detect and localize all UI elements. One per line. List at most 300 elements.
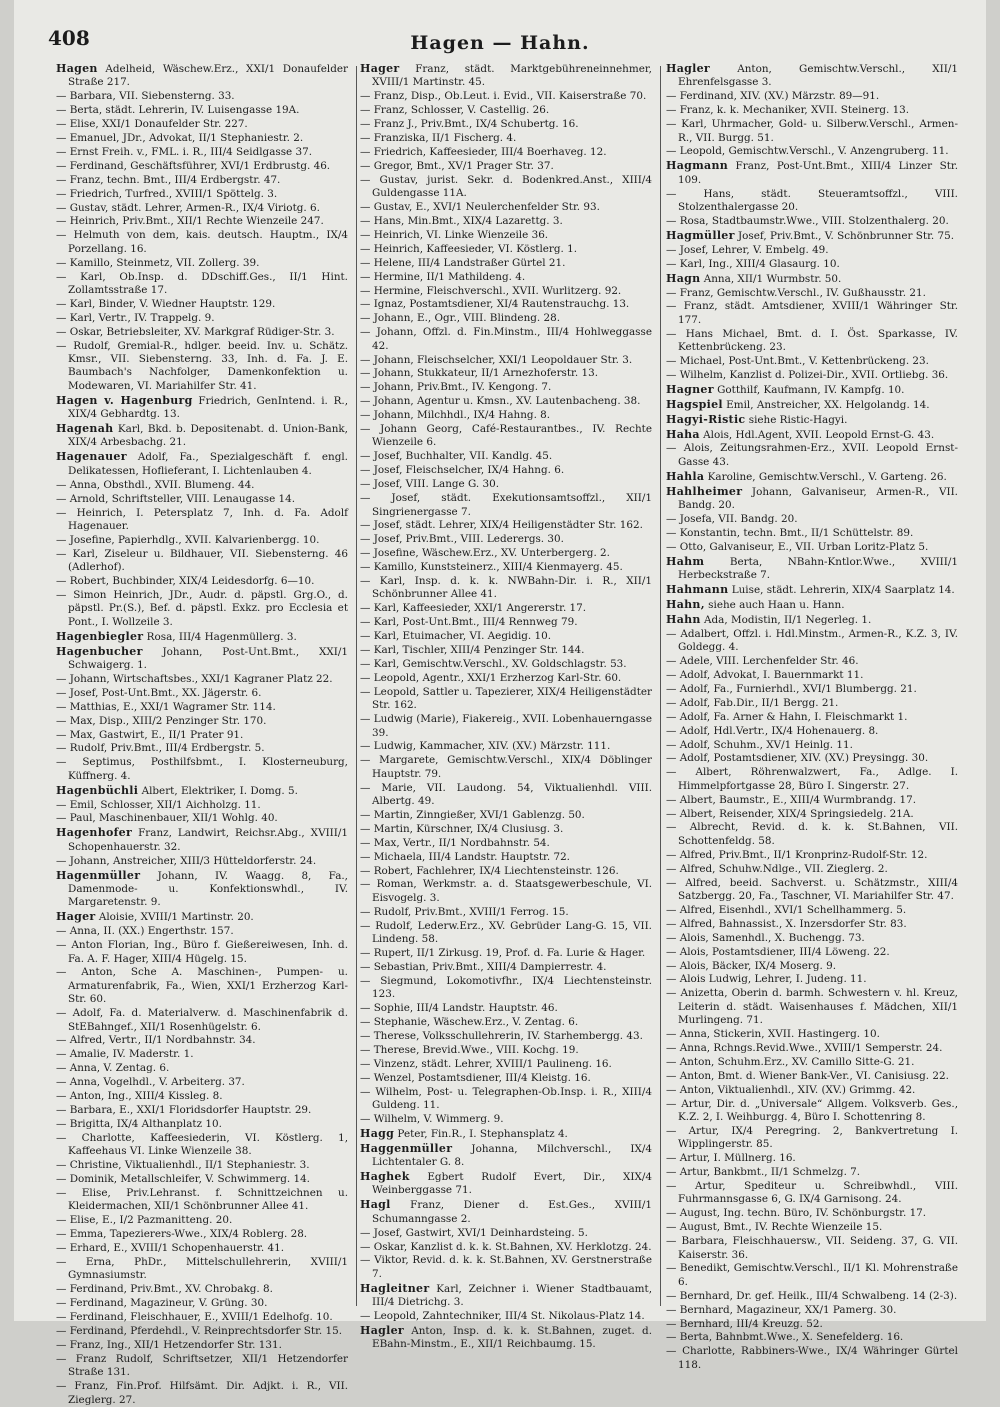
directory-entry	[360, 367, 652, 380]
directory-entry	[360, 298, 652, 311]
directory-entry	[56, 701, 348, 714]
entry-details: — Alois, Bäcker, IX/4 Moserg. 9.	[666, 959, 836, 972]
directory-entry	[666, 145, 958, 158]
directory-entry	[666, 904, 958, 917]
entry-details: — Robert, Fachlehrer, IX/4 Liechtensteinstr. 126.	[360, 864, 619, 877]
directory-entry	[666, 932, 958, 945]
entry-details: — Karl, Binder, V. Wiedner Hauptstr. 129.	[56, 297, 276, 310]
directory-entry	[666, 272, 958, 286]
directory-entry	[360, 1254, 652, 1281]
directory-entry	[666, 987, 958, 1027]
directory-entry	[56, 548, 348, 575]
directory-entry	[360, 672, 652, 685]
entry-details: Franz, städt. Marktgebühreneinnehmer, XVIII/1 Martinstr. 45.	[372, 63, 652, 89]
entry-details: — Siegmund, Lokomotivfhr., IX/4 Liechtensteinstr. 123.	[360, 974, 652, 1001]
entry-details: Peter, Fin.R., I. Stephansplatz 4.	[397, 1127, 568, 1140]
directory-entry	[56, 589, 348, 629]
entry-details: — Elise, XXI/1 Donaufelder Str. 227.	[56, 118, 248, 131]
entry-details: Albert, Elektriker, I. Domg. 5.	[141, 784, 298, 797]
entry-details: — Wilhelm, Kanzlist d. Polizei-Dir., XVII. Ortliebg. 36.	[666, 368, 949, 381]
entry-surname: Hahn,	[666, 597, 705, 611]
entry-details: — Josef, städt. Lehrer, XIX/4 Heiligenstädter Str. 162.	[360, 519, 643, 532]
entry-details: — Karl, Tischler, XIII/4 Penzinger Str. 144.	[360, 644, 585, 657]
directory-entry	[666, 711, 958, 724]
directory-entry	[360, 174, 652, 201]
directory-entry	[666, 1345, 958, 1372]
entry-surname: Hagenhofer	[56, 826, 133, 840]
directory-entry	[666, 1262, 958, 1289]
directory-entry	[56, 1104, 348, 1117]
entry-details: — Ferdinand, Priv.Bmt., XV. Chrobakg. 8.	[56, 1283, 273, 1296]
entry-details: — Bernhard, III/4 Kreuzg. 52.	[666, 1317, 823, 1330]
directory-entry	[56, 742, 348, 755]
entry-details: — Bernhard, Magazineur, XX/1 Pamerg. 30.	[666, 1303, 897, 1316]
directory-entry	[666, 960, 958, 973]
entry-details: — Rudolf, Priv.Bmt., III/4 Erdbergstr. 5.	[56, 742, 265, 755]
directory-entry	[666, 244, 958, 257]
directory-entry	[666, 1180, 958, 1207]
entry-details: — Johann, Wirtschaftsbes., XXI/1 Kagraner Platz 22.	[56, 672, 333, 685]
entry-details: — Rupert, II/1 Zirkusg. 19, Prof. d. Fa. Lurie & Hager.	[360, 947, 646, 959]
entry-details: — Anna, Obsthdl., XVII. Blumeng. 44.	[56, 478, 255, 491]
entry-surname: Hagenbiegler	[56, 629, 144, 643]
directory-entry	[56, 1256, 348, 1283]
directory-entry	[360, 201, 652, 214]
entry-details: — Artur, Dir. d. „Universale“ Allgem. Volksverb. Ges., K.Z. 2, I. Weihburgg. 4, Büro I. Schottenring 8.	[666, 1097, 958, 1123]
entry-details: — Franz J., Priv.Bmt., IX/4 Schubertg. 16.	[360, 118, 579, 131]
entry-surname: Hahmann	[666, 583, 729, 597]
entry-details: — Alois, Postamtsdiener, III/4 Löweng. 22.	[666, 945, 890, 958]
entry-details: — Kamillo, Kunststeinerz., XIII/4 Kienmayerg. 45.	[360, 561, 623, 574]
directory-entry	[360, 823, 652, 836]
entry-details: — Heinrich, I. Petersplatz 7, Inh. d. Fa. Adolf Hagenauer.	[56, 506, 348, 532]
directory-entry	[666, 1084, 958, 1097]
directory-entry	[56, 1090, 348, 1103]
directory-entry	[56, 630, 348, 644]
entry-details: — Adolf, Fab.Dir., II/1 Bergg. 21.	[666, 696, 839, 709]
directory-entry	[360, 851, 652, 864]
directory-entry	[56, 493, 348, 506]
entry-details: — Leopold, Sattler u. Tapezierer, XIX/4 Heiligenstädter Str. 162.	[360, 685, 652, 712]
directory-entry	[666, 628, 958, 655]
directory-entry	[56, 507, 348, 534]
directory-entry	[666, 470, 958, 484]
directory-entry	[666, 669, 958, 682]
entry-details: Karl, Bkd. b. Depositenabt. d. Union-Bank, XIX/4 Arbesbachg. 21.	[68, 423, 348, 449]
entry-details: Aloisie, XVIII/1 Martinstr. 20.	[98, 911, 254, 924]
directory-entry	[56, 340, 348, 394]
directory-entry	[360, 920, 652, 947]
directory-entry	[56, 1297, 348, 1310]
directory-entry	[56, 1242, 348, 1255]
entry-details: Ada, Modistin, II/1 Negerleg. 1.	[704, 613, 872, 626]
entry-details: — Karl, Etuimacher, VI. Aegidig. 10.	[360, 630, 552, 643]
entry-details: — Heinrich, Kaffeesieder, VI. Köstlerg. 1.	[360, 242, 578, 255]
directory-entry	[360, 533, 652, 546]
entry-details: — Josef, Fleischselcher, IX/4 Hahng. 6.	[360, 464, 565, 477]
directory-entry	[666, 1166, 958, 1179]
entry-surname: Hagler	[360, 1323, 404, 1337]
entry-details: — Adele, VIII. Lerchenfelder Str. 46.	[666, 655, 859, 668]
running-head: Hagen — Hahn.	[410, 32, 590, 54]
entry-details: — Max, Gastwirt, E., II/1 Prater 91.	[56, 728, 244, 741]
directory-entry	[666, 725, 958, 738]
entry-details: — Artur, Bankbmt., II/1 Schmelzg. 7.	[666, 1166, 861, 1179]
entry-details: — Anna, Stickerin, XVII. Hastingerg. 10.	[666, 1028, 880, 1041]
directory-entry	[360, 326, 652, 353]
directory-entry	[360, 354, 652, 367]
entry-details: — Gustav, jurist. Sekr. d. Bodenkred.Anst., XIII/4 Guldengasse 11A.	[360, 173, 652, 200]
directory-entry	[56, 1062, 348, 1075]
entry-details: — Roman, Werkmstr. a. d. Staatsgewerbeschule, VI. Eisvogelg. 3.	[360, 878, 652, 904]
column-2	[360, 62, 653, 1351]
directory-entry	[56, 729, 348, 742]
entry-surname: Hagg	[360, 1126, 395, 1140]
entry-details: — Ernst Freih. v., FML. i. R., III/4 Seidlgasse 37.	[56, 145, 313, 158]
entry-surname: Hagenah	[56, 422, 114, 436]
entry-surname: Haha	[666, 427, 700, 441]
entry-surname: Hagenauer	[56, 450, 127, 464]
entry-details: — Vinzenz, städt. Lehrer, XVIII/1 Paulineng. 16.	[360, 1057, 612, 1070]
directory-entry	[56, 575, 348, 588]
entry-details: — Franz, techn. Bmt., III/4 Erdbergstr. 47.	[56, 173, 281, 186]
directory-entry	[666, 229, 958, 243]
directory-entry	[360, 1127, 652, 1141]
entry-details: — Albrecht, Revid. d. k. k. St.Bahnen, VII. Schottenfeldg. 58.	[666, 821, 958, 847]
entry-details: — Anna, Rchngs.Revid.Wwe., XVIII/1 Semperstr. 24.	[666, 1041, 943, 1054]
directory-entry	[56, 257, 348, 270]
entry-details: — Simon Heinrich, JDr., Audr. d. päpstl. Grg.O., d. päpstl. Pr.(S.), Bef. d. päpstl. Exkz. pro Ecclesia et Pont., I. Wollzeile 3.	[56, 588, 348, 628]
directory-entry	[360, 740, 652, 753]
entry-details: — Rudolf, Gremial-R., hdlger. beeid. Inv. u. Schätz. Kmsr., VII. Siebensterng. 33, Inh. d. Fa. J. E. Baumbach's Nachfolger, Damenkonfektion u. Modewaren, VI. Mariahilfer Str. 41.	[56, 339, 348, 392]
directory-entry	[666, 766, 958, 793]
directory-entry	[56, 939, 348, 966]
entry-surname: Hagenmüller	[56, 868, 141, 882]
directory-entry	[56, 1339, 348, 1352]
entry-details: — Bernhard, Dr. gef. Heilk., III/4 Schwalbeng. 14 (2-3).	[666, 1289, 958, 1302]
entry-surname: Haghek	[360, 1170, 410, 1183]
entry-details: — Berta, städt. Lehrerin, IV. Luisengasse 19A.	[56, 104, 300, 117]
entry-details: — Karl, Ziseleur u. Bildhauer, VII. Siebensterng. 46 (Adlerhof).	[56, 547, 348, 574]
directory-entry	[360, 782, 652, 809]
entry-details: — Charlotte, Rabbiners-Wwe., IX/4 Währinger Gürtel 118.	[666, 1345, 958, 1371]
directory-entry	[360, 243, 652, 256]
directory-entry	[666, 104, 958, 117]
entry-details: — Otto, Galvaniseur, E., VII. Urban Loritz-Platz 5.	[666, 540, 929, 553]
entry-details: — August, Ing. techn. Büro, IV. Schönburgstr. 17.	[666, 1207, 927, 1220]
directory-entry	[360, 754, 652, 781]
directory-entry	[666, 258, 958, 271]
directory-entry	[56, 326, 348, 339]
directory-entry	[360, 215, 652, 228]
entry-details: — Oskar, Kanzlist d. k. k. St.Bahnen, XV. Herklotzg. 24.	[360, 1240, 652, 1253]
entry-details: — Josef, VIII. Lange G. 30.	[360, 478, 500, 491]
entry-details: Karl, Zeichner i. Wiener Stadtbauamt, III/4 Dietrichg. 3.	[372, 1282, 652, 1309]
entry-details: — Anton, Bmt. d. Wiener Bank-Ver., VI. Canisiusg. 22.	[666, 1069, 949, 1082]
directory-entry	[360, 1142, 652, 1170]
directory-entry	[360, 658, 652, 671]
directory-entry	[666, 1290, 958, 1303]
directory-entry	[360, 478, 652, 491]
directory-entry	[360, 1310, 652, 1323]
entry-surname: Hagleitner	[360, 1281, 430, 1295]
directory-entry	[360, 644, 652, 657]
entry-details: — Franz, Fin.Prof. Hilfsämt. Dir. Adjkt. i. R., VII. Zieglerg. 27.	[56, 1380, 348, 1406]
entry-details: — Johann, Anstreicher, XIII/3 Hütteldorferstr. 24.	[56, 854, 317, 867]
directory-entry	[360, 947, 652, 960]
entry-details: — Leopold, Zahntechniker, III/4 St. Nikolaus-Platz 14.	[360, 1310, 645, 1323]
entry-details: — Hans, städt. Steueramtsoffzl., VIII. Stolzenthalergasse 20.	[666, 187, 958, 214]
entry-details: — Johann, Agentur u. Kmsn., XV. Lautenbacheng. 38.	[360, 395, 641, 408]
directory-entry	[360, 1058, 652, 1071]
entry-details: — Ludwig, Kammacher, XIV. (XV.) Märzstr. 111.	[360, 740, 611, 753]
directory-entry	[56, 202, 348, 215]
entry-details: — Matthias, E., XXI/1 Wagramer Str. 114.	[56, 700, 276, 713]
entry-details: — Wilhelm, V. Wimmerg. 9.	[360, 1112, 504, 1125]
directory-entry	[666, 1152, 958, 1165]
directory-entry	[56, 687, 348, 700]
directory-entry	[360, 395, 652, 408]
entry-details: — Karl, Gemischtw.Verschl., XV. Goldschlagstr. 53.	[360, 657, 627, 670]
entry-details: Anton, Gemischtw.Verschl., XII/1 Ehrenfelsgasse 3.	[678, 63, 958, 89]
entry-details: — Alfred, Bahnassist., X. Inzersdorfer Str. 83.	[666, 917, 907, 930]
directory-entry	[56, 925, 348, 938]
directory-entry	[360, 1198, 652, 1226]
directory-entry	[360, 1282, 652, 1310]
directory-entry	[666, 527, 958, 540]
entry-details: — Emanuel, JDr., Advokat, II/1 Stephaniestr. 2.	[56, 132, 304, 145]
entry-surname: Hagenbüchli	[56, 783, 139, 797]
directory-entry	[666, 428, 958, 442]
directory-entry	[360, 1113, 652, 1126]
entry-details: Anna, XII/1 Wurmbstr. 50.	[703, 272, 842, 285]
directory-entry	[666, 821, 958, 848]
directory-entry	[360, 561, 652, 574]
directory-entry	[360, 1016, 652, 1029]
directory-entry	[360, 312, 652, 325]
directory-entry	[56, 1132, 348, 1159]
directory-entry	[666, 369, 958, 382]
entry-details: — Anton, Sche A. Maschinen-, Pumpen- u. Armaturenfabrik, Fa., Wien, XXI/1 Erzherzog Karl-Str. 60.	[56, 966, 348, 1006]
entry-details: Berta, NBahn-Kntlor.Wwe., XVIII/1 Herbeckstraße 7.	[678, 555, 958, 582]
entry-details: Friedrich, GenIntend. i. R., XIX/4 Gebhardtg. 13.	[68, 394, 349, 421]
entry-surname: Hagn	[666, 271, 701, 285]
entry-details: — Berta, Bahnbmt.Wwe., X. Senefelderg. 16.	[666, 1331, 904, 1344]
directory-entry	[56, 312, 348, 325]
directory-entry	[360, 878, 652, 905]
directory-entry	[360, 961, 652, 974]
entry-details: Josef, Priv.Bmt., V. Schönbrunner Str. 75.	[738, 229, 955, 242]
entry-details: — Alfred, beeid. Sachverst. u. Schätzmstr., XIII/4 Satzbergg. 20, Fa., Taschner, VI. Mariahilfer Str. 47.	[666, 876, 958, 902]
entry-details: — Franz, städt. Amtsdiener, XVIII/1 Währinger Str. 177.	[666, 300, 958, 326]
entry-details: — Ferdinand, Magazineur, V. Grüng. 30.	[56, 1297, 268, 1310]
entry-details: — Paul, Maschinenbauer, XII/1 Wohlg. 40.	[56, 812, 278, 825]
directory-entry	[666, 583, 958, 597]
entry-details: — Anna, V. Zentag. 6.	[56, 1062, 170, 1075]
directory-entry	[666, 555, 958, 583]
directory-entry	[56, 910, 348, 924]
entry-details: Johann, Post-Unt.Bmt., XXI/1 Schwaigerg. 1.	[68, 645, 349, 671]
directory-entry	[666, 849, 958, 862]
entry-details: Emil, Anstreicher, XX. Helgolandg. 14.	[726, 398, 930, 411]
directory-entry	[666, 1125, 958, 1152]
directory-entry	[360, 713, 652, 740]
entry-details: Johann, Galvaniseur, Armen-R., VII. Bandg. 20.	[678, 485, 958, 512]
directory-entry	[666, 973, 958, 986]
entry-details: — Franz, Disp., Ob.Leut. i. Evid., VII. Kaiserstraße 70.	[360, 90, 647, 103]
entry-details: — Alfred, Vertr., II/1 Nordbahnstr. 34.	[56, 1034, 256, 1047]
directory-entry	[360, 906, 652, 919]
entry-details: — Anton, Schuhm.Erz., XV. Camillo Sitte-G. 21.	[666, 1055, 915, 1068]
entry-details: — Viktor, Revid. d. k. k. St.Bahnen, XV. Gerstnerstraße 7.	[360, 1254, 652, 1280]
directory-entry	[360, 160, 652, 173]
entry-details: — Albert, Baumstr., E., XIII/4 Wurmbrandg. 17.	[666, 793, 917, 806]
directory-entry	[666, 287, 958, 300]
entry-details: — Wenzel, Postamtsdiener, III/4 Kleistg. 16.	[360, 1071, 591, 1084]
directory-entry	[56, 394, 348, 422]
directory-entry	[360, 686, 652, 713]
directory-entry	[56, 673, 348, 686]
entry-details: — Ferdinand, Fleischhauer, E., XVIII/1 Edelhofg. 10.	[56, 1311, 333, 1324]
entry-details: — Adolf, Fa. d. Materialverw. d. Maschinenfabrik d. StEBahngef., XII/1 Rosenhügelstr. 6.	[56, 1007, 348, 1033]
entry-details: — Ignaz, Postamtsdiener, XI/4 Rautenstrauchg. 13.	[360, 298, 630, 311]
directory-entry	[666, 1098, 958, 1125]
directory-entry	[360, 381, 652, 394]
entry-details: — Artur, Spediteur u. Schreibwhdl., VIII. Fuhrmannsgasse 6, G. IX/4 Garnisong. 24.	[666, 1180, 958, 1206]
directory-entry	[56, 1353, 348, 1380]
entry-details: — Friedrich, Turfred., XVIII/1 Spöttelg. 3.	[56, 187, 278, 200]
directory-entry	[56, 715, 348, 728]
entry-details: — Franz, Gemischtw.Verschl., IV. Gußhausstr. 21.	[666, 286, 926, 299]
entry-surname: Hahn	[666, 612, 701, 626]
directory-entry	[56, 1048, 348, 1061]
entry-details: — Dominik, Metallschleifer, V. Schwimmerg. 14.	[56, 1173, 310, 1185]
entry-details: — Josefa, VII. Bandg. 20.	[666, 513, 798, 525]
directory-entry	[666, 877, 958, 904]
entry-surname: Haggenmüller	[360, 1141, 453, 1155]
directory-entry	[666, 683, 958, 696]
directory-entry	[360, 118, 652, 131]
entry-details: Egbert Rudolf Evert, Dir., XIX/4 Weinberggasse 71.	[372, 1171, 652, 1197]
entry-details: — Alfred, Priv.Bmt., II/1 Kronprinz-Rudolf-Str. 12.	[666, 848, 928, 861]
directory-entry	[56, 1034, 348, 1047]
entry-surname: Hager	[56, 910, 96, 924]
directory-entry	[56, 104, 348, 117]
entry-details: — Heinrich, Priv.Bmt., XII/1 Rechte Wienzeile 247.	[56, 215, 324, 228]
entry-details: Luise, städt. Lehrerin, XIX/4 Saarplatz 14.	[731, 584, 955, 597]
directory-entry	[56, 146, 348, 159]
directory-entry	[360, 1324, 652, 1352]
directory-entry	[360, 602, 652, 615]
directory-entry	[360, 1030, 652, 1043]
entry-details: — Ludwig (Marie), Fiakereig., XVII. Lobenhauerngasse 39.	[360, 713, 652, 739]
entry-details: — Oskar, Betriebsleiter, XV. Markgraf Rüdiger-Str. 3.	[56, 325, 335, 338]
directory-entry	[666, 118, 958, 145]
directory-entry	[360, 90, 652, 103]
directory-entry	[56, 855, 348, 868]
entry-details: — Ferdinand, XIV. (XV.) Märzstr. 89—91.	[666, 90, 880, 103]
directory-entry	[56, 1076, 348, 1089]
entry-details: — Alfred, Eisenhdl., XVI/1 Schellhammerg. 5.	[666, 903, 907, 916]
entry-surname: Hagl	[360, 1198, 391, 1212]
directory-entry	[666, 413, 958, 427]
entry-details: — Anizetta, Oberin d. barmh. Schwestern v. hl. Kreuz, Leiterin d. städt. Waisenhauses f. Mädchen, XII/1 Murlingeng. 71.	[666, 987, 958, 1027]
directory-entry	[666, 613, 958, 627]
directory-entry	[360, 1086, 652, 1113]
entry-details: — Franz Rudolf, Schriftsetzer, XII/1 Hetzendorfer Straße 131.	[56, 1352, 348, 1379]
entry-details: Johanna, Milchverschl., IX/4 Lichtentaler G. 8.	[372, 1142, 653, 1169]
entry-details: — Barbara, Fleischhauersw., VII. Seideng. 37, G. VII. Kaiserstr. 36.	[666, 1235, 958, 1261]
directory-entry	[360, 423, 652, 450]
entry-details: — Elise, E., I/2 Pazmanitteng. 20.	[56, 1214, 233, 1227]
directory-entry	[666, 442, 958, 469]
directory-entry	[56, 90, 348, 103]
entry-details: — Sophie, III/4 Landstr. Hauptstr. 46.	[360, 1002, 558, 1015]
entry-details: — Hermine, II/1 Mathildeng. 4.	[360, 270, 526, 283]
directory-entry	[56, 645, 348, 673]
entry-details: — Erna, PhDr., Mittelschullehrerin, XVIII/1 Gymnasiumstr.	[56, 1255, 348, 1282]
entry-details: — Sebastian, Priv.Bmt., XIII/4 Dampierrestr. 4.	[360, 960, 607, 973]
directory-entry	[360, 809, 652, 822]
directory-page	[14, 0, 986, 1406]
entry-details: — Johann, Stukkateur, II/1 Arnezhoferstr. 13.	[360, 367, 598, 380]
directory-entry	[56, 1325, 348, 1338]
entry-details: Karoline, Gemischtw.Verschl., V. Garteng. 26.	[707, 470, 947, 483]
entry-details: Adelheid, Wäschew.Erz., XXI/1 Donaufelder Straße 217.	[68, 63, 348, 89]
directory-entry	[666, 485, 958, 513]
directory-entry	[360, 285, 652, 298]
directory-entry	[56, 869, 348, 910]
entry-details: — Josefine, Wäschew.Erz., XV. Unterbergerg. 2.	[360, 547, 610, 560]
entry-details: — Erhard, E., XVIII/1 Schopenhauerstr. 41.	[56, 1242, 285, 1255]
directory-entry	[360, 865, 652, 878]
entry-details: — Josef, städt. Exekutionsamtsoffzl., XII/1 Singrienergasse 7.	[360, 492, 652, 518]
entry-details: — Anna, II. (XX.) Engerthstr. 157.	[56, 925, 234, 938]
entry-details: Franz, Diener d. Est.Ges., XVIII/1 Schumanngasse 2.	[372, 1199, 652, 1225]
entry-details: — Konstantin, techn. Bmt., II/1 Schüttelstr. 89.	[666, 526, 914, 539]
directory-entry	[666, 1221, 958, 1234]
directory-entry	[666, 1331, 958, 1344]
directory-entry	[666, 62, 958, 90]
entry-details: siehe Ristic-Hagyi.	[748, 413, 848, 426]
directory-entry	[360, 450, 652, 463]
column-rule	[356, 66, 357, 1306]
directory-entry	[56, 756, 348, 783]
entry-details: — Stephanie, Wäschew.Erz., V. Zentag. 6.	[360, 1016, 579, 1029]
entry-details: — Rudolf, Lederw.Erz., XV. Gebrüder Lang-G. 15, VII. Lindeng. 58.	[360, 919, 652, 946]
directory-entry	[666, 541, 958, 554]
directory-entry	[360, 837, 652, 850]
directory-entry	[666, 215, 958, 228]
entry-details: — Johann Georg, Café-Restaurantbes., IV. Rechte Wienzeile 6.	[360, 423, 652, 449]
entry-details: — Artur, IX/4 Peregring. 2, Bankvertretung I. Wipplingerstr. 85.	[666, 1124, 958, 1151]
entry-details: — Karl, Insp. d. k. k. NWBahn-Dir. i. R., XII/1 Schönbrunner Allee 41.	[360, 575, 652, 601]
entry-details: — Emma, Tapezierers-Wwe., XIX/4 Roblerg. 28.	[56, 1228, 308, 1241]
entry-details: — Leopold, Gemischtw.Verschl., V. Anzengruberg. 11.	[666, 145, 949, 158]
entry-details: — Josef, Priv.Bmt., VIII. Lederergs. 30.	[360, 533, 564, 546]
directory-entry	[360, 229, 652, 242]
directory-entry	[666, 513, 958, 526]
directory-entry	[56, 298, 348, 311]
directory-entry	[360, 492, 652, 519]
entry-details: — Adolf, Fa., Furnierhdl., XVI/1 Blumbergg. 21.	[666, 682, 917, 695]
directory-entry	[360, 1002, 652, 1015]
directory-entry	[56, 479, 348, 492]
entry-details: — Adolf, Advokat, I. Bauernmarkt 11.	[666, 668, 864, 681]
entry-details: — Helmuth von dem, kais. deutsch. Hauptm., IX/4 Porzellang. 16.	[56, 229, 348, 255]
directory-entry	[56, 1380, 348, 1407]
directory-entry	[56, 450, 348, 478]
